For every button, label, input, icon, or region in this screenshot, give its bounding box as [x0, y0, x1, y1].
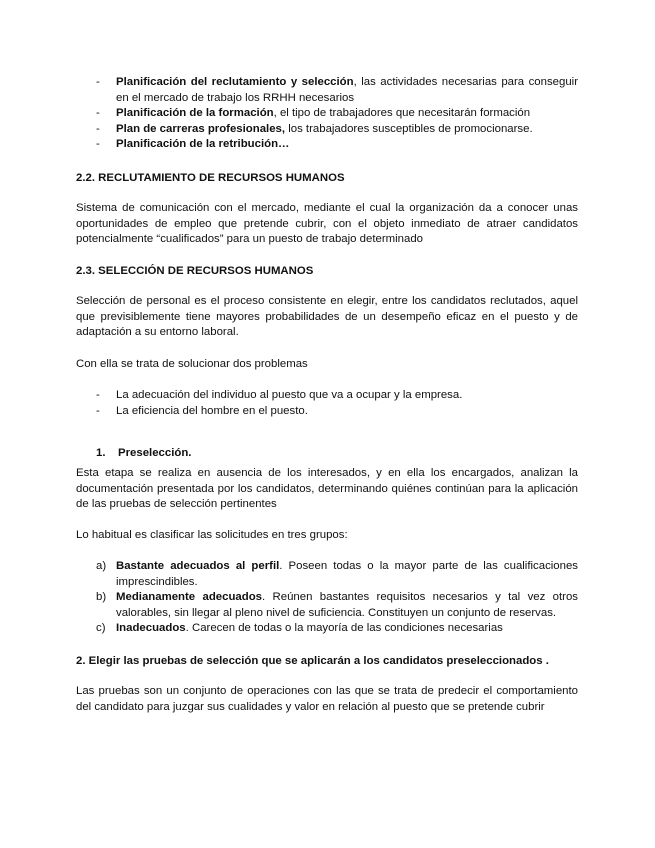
list-item-text: . Reúnen bastantes requisitos necesarios y tal vez otros valorables, sin llegar al pleno nivel de suficiencia. Constituyen un conjunto de reservas.	[116, 591, 578, 619]
list-item	[76, 122, 578, 138]
dash-marker: -	[96, 122, 100, 135]
list-item-bold: Planificación del reclutamiento y selección	[116, 76, 354, 88]
list-item-text: , el tipo de trabajadores que necesitarán formación	[273, 107, 531, 119]
list-item-text: los trabajadores susceptibles de promocionarse.	[285, 122, 533, 135]
paragraph: Selección de personal es el proceso consistente en elegir, entre los candidatos reclutados, aquel que previsiblemente tiene mayores probabilidades de un desempeño eficaz en el puesto y de adaptación a su entorno laboral.	[76, 295, 578, 338]
list-item-bold: Planificación de la formación	[116, 107, 274, 119]
list-item	[76, 137, 578, 153]
list-item	[76, 106, 578, 122]
list-item-text: La eficiencia del hombre en el puesto.	[116, 404, 308, 417]
paragraph: Sistema de comunicación con el mercado, mediante el cual la organización da a conocer unas oportunidades de empleo que pretende cubrir, con el objeto inmediato de atraer candidatos potencialmente “cualificados” para un puesto de trabajo determinado	[76, 202, 578, 245]
section-heading-2-2: 2.2. RECLUTAMIENTO DE RECURSOS HUMANOS	[76, 172, 345, 184]
step-heading-2: 2. Elegir las pruebas de selección que se aplicarán a los candidatos preseleccionados .	[76, 655, 549, 667]
groups-list	[76, 559, 578, 637]
list-item-text: La adecuación del individuo al puesto que va a ocupar y la empresa.	[116, 389, 463, 401]
dash-marker: -	[96, 107, 100, 119]
step-number: 1.	[96, 447, 106, 460]
list-item-bold: Plan de carreras profesionales,	[116, 122, 286, 135]
list-item-text: . Poseen todas o la mayor parte de las cualificaciones imprescindibles.	[116, 560, 578, 588]
letter-marker: b)	[96, 591, 107, 603]
list-item	[76, 621, 578, 637]
list-item-bold: Medianamente adecuados	[116, 591, 262, 603]
list-item-text: . Carecen de todas o la mayoría de las condiciones necesarias	[185, 622, 503, 634]
dash-marker: -	[96, 389, 100, 401]
step-heading-1	[96, 446, 191, 462]
list-item	[76, 404, 578, 420]
problems-list	[76, 388, 578, 419]
list-item-bold: Bastante adecuados al perfil	[116, 560, 280, 572]
dash-marker: -	[96, 404, 100, 417]
letter-marker: c)	[96, 622, 106, 634]
paragraph: Con ella se trata de solucionar dos problemas	[76, 358, 308, 370]
list-item-bold: Inadecuados	[116, 622, 186, 634]
list-item	[76, 388, 578, 404]
step-title: Preselección.	[118, 447, 192, 460]
list-item-text: , las actividades necesarias para conseguir en el mercado de trabajo los RRHH necesarios	[116, 76, 579, 104]
dash-marker: -	[96, 76, 100, 88]
paragraph: Las pruebas son un conjunto de operaciones con las que se trata de predecir el comportamiento del candidato para juzgar sus cualidades y valor en relación al puesto que se pretende cubrir	[76, 685, 578, 713]
list-item-bold: Planificación de la retribución…	[116, 138, 290, 150]
paragraph: Esta etapa se realiza en ausencia de los interesados, y en ella los encargados, analizan la documentación presentada por los candidatos, determinando quiénes continúan para la aplicación de las pruebas de selección pertinentes	[76, 467, 578, 510]
paragraph: Lo habitual es clasificar las solicitudes en tres grupos:	[76, 529, 348, 541]
letter-marker: a)	[96, 560, 107, 572]
section-heading-2-3: 2.3. SELECCIÓN DE RECURSOS HUMANOS	[76, 265, 314, 277]
list-item	[76, 590, 578, 621]
dash-marker: -	[96, 138, 100, 150]
planning-list	[76, 75, 578, 153]
list-item	[76, 75, 578, 106]
list-item	[76, 559, 578, 590]
